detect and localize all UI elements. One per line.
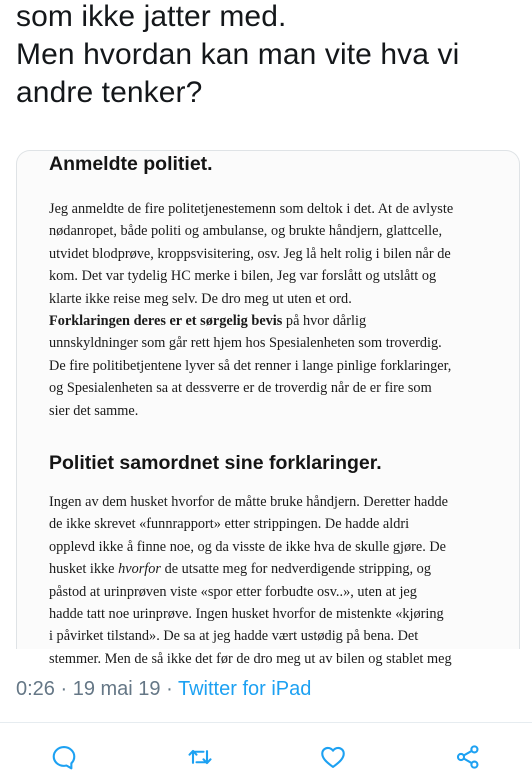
document-heading: Anmeldte politiet. [49,153,213,175]
text-line: unnskyldninger som går rett hjem hos Spesialenheten som troverdig. [49,335,442,352]
share-icon [454,743,482,771]
text-line: og Spesialenheten sa at dessverre er de troverdig når de er fire som [49,380,432,397]
tweet-source-link[interactable]: Twitter for iPad [177,678,312,700]
meta-separator: · [160,678,178,700]
tweet-meta [16,676,311,702]
text-line: klarte ikke reise meg selv. De dro meg ut uten et ord. [49,290,352,307]
text-line [49,310,509,332]
reply-icon [50,743,78,771]
text-line: Jeg anmeldte de fire politetjenestemenn som deltok i det. At de avlyste [49,201,454,217]
document-heading: Politiet samordnet sine forklaringer. [49,452,382,474]
tweet-actions [0,738,532,776]
tweet-text-line: som ikke jatter med. [16,0,287,33]
bold-text: Forklaringen deres er et sørgelig bevis [49,313,283,330]
document-paragraph [49,491,509,670]
share-button[interactable] [448,738,488,776]
italic-text: hvorfor [118,561,161,578]
text-line: sier det samme. [49,402,139,419]
meta-separator: · [54,678,73,700]
tweet-text-line: Men hvordan kan man vite hva vi [16,38,460,71]
text-line: utvidet blodprøve, kroppsvisitering, osv. Jeg lå helt rolig i bilen når de [49,245,451,262]
text-line: De fire politibetjentene lyver så det renner i lange pinlige forklaringer, [49,357,452,374]
tweet-text-line: andre tenker? [16,76,203,109]
text-line: i påvirket tilstand». De sa at jeg hadde vært ustødig på bena. Det [49,628,419,645]
text-fragment: de utsatte meg for nedverdigende stripping, og [161,561,431,578]
text-line: stemmer. Men de så ikke det før de dro meg ut av bilen og stablet meg [49,650,452,667]
reply-button[interactable] [44,738,84,776]
text-line: Ingen av dem husket hvorfor de måtte bruke håndjern. Deretter hadde [49,494,448,510]
tweet-text [16,0,516,112]
text-line: nødanropet, både politi og ambulanse, og brukte håndjern, glattcelle, [49,223,443,240]
text-line: påstod at urinprøven viste «spor etter forbudte osv..», uten at jeg [49,583,417,600]
text-line: hadde tatt noe urinprøve. Ingen husket hvorfor de mistenkte «kjøring [49,606,444,623]
retweet-icon [186,743,214,771]
heart-icon [319,743,347,771]
document-paragraph [49,198,509,422]
retweet-button[interactable] [180,738,220,776]
tweet-date[interactable]: 19 mai 19 [72,678,161,700]
text-line: de ikke skrevet «funnrapport» etter strippingen. De hadde aldri [49,516,410,533]
text-fragment: på hvor dårlig [282,313,367,330]
text-line: opplevd ikke å finne noe, og da visste de ikke hva de skulle gjøre. De [49,538,447,555]
text-fragment: husket ikke [49,561,119,578]
text-line: kom. Det var tydelig HC merke i bilen, Jeg var forslått og utslått og [49,268,437,285]
divider [0,722,532,723]
tweet-time: 0:26 [16,678,55,700]
text-line [49,558,509,580]
like-button[interactable] [313,738,353,776]
tweet-image[interactable] [16,150,520,667]
